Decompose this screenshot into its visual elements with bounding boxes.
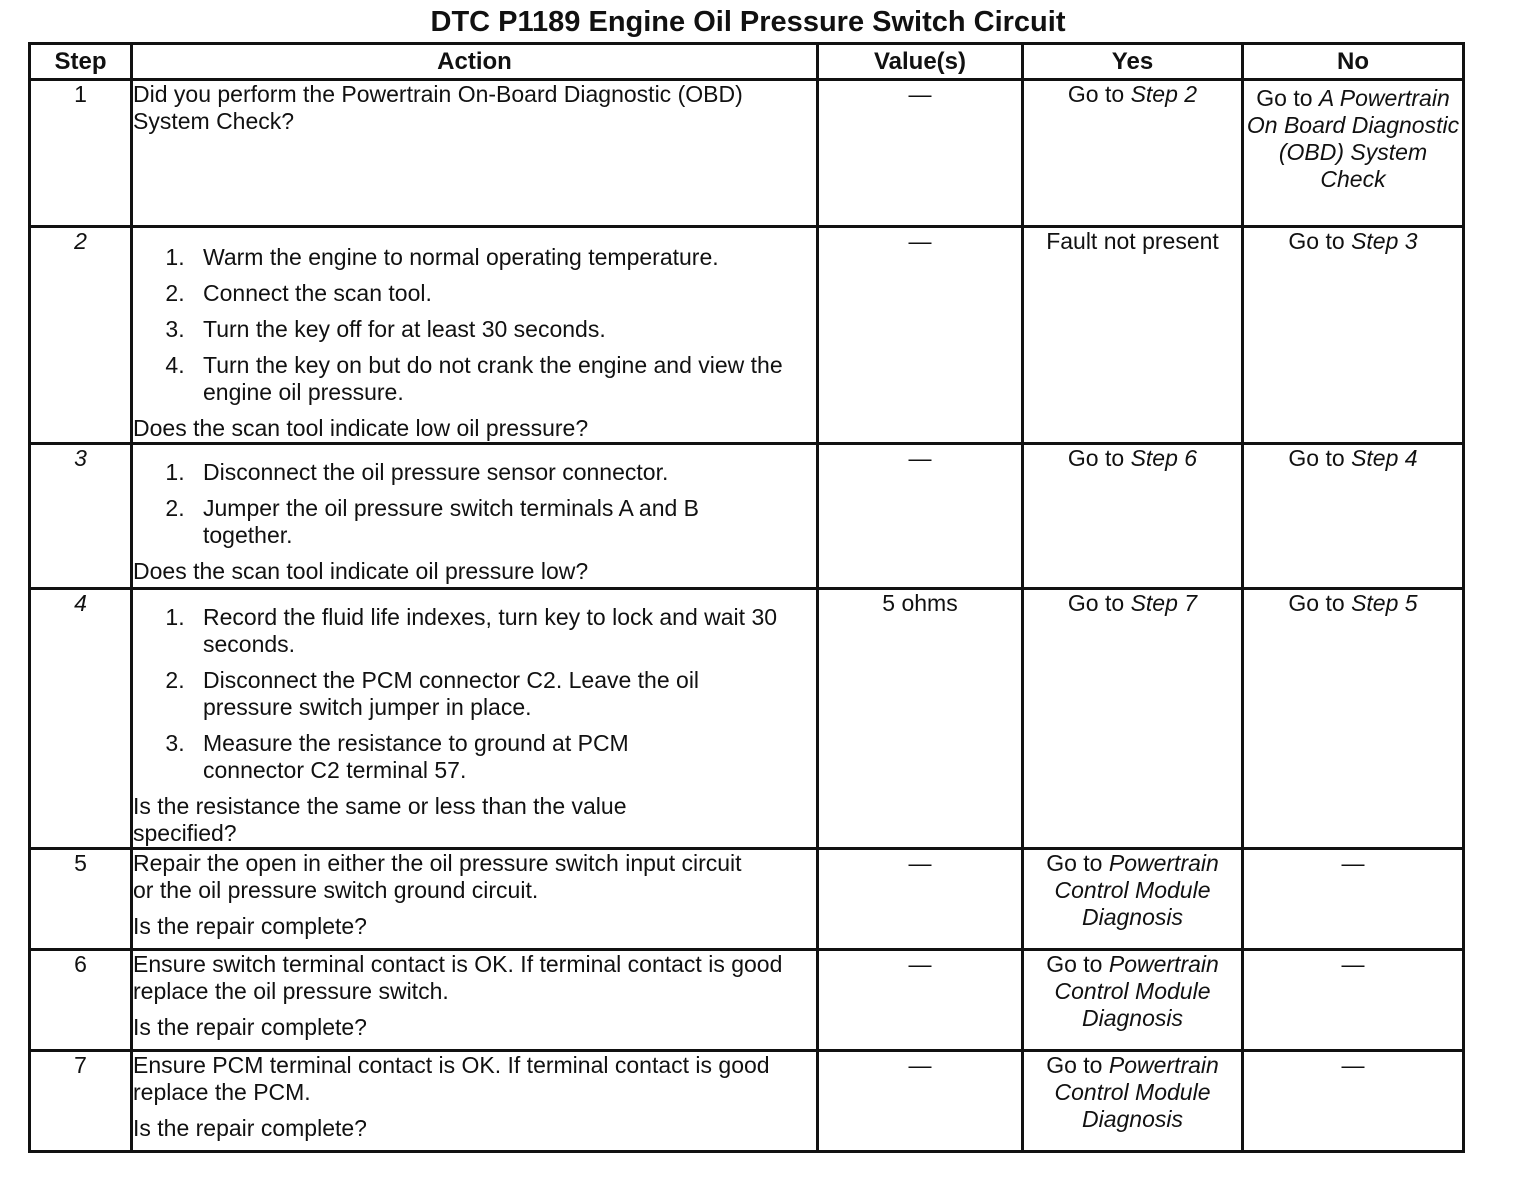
- action-text: Ensure switch terminal contact is OK. If terminal contact is good replace the oil pressure switch.: [133, 951, 783, 1004]
- table-header-row: [30, 44, 1464, 80]
- action-item: 1. Disconnect the oil pressure sensor connector.: [191, 459, 816, 486]
- step-number: 5: [30, 849, 132, 950]
- yes-cell[interactable]: [1023, 1051, 1243, 1152]
- header-yes: Yes: [1023, 44, 1243, 80]
- action-question: Does the scan tool indicate oil pressure low?: [133, 558, 589, 584]
- value-cell: —: [818, 849, 1023, 950]
- yes-cell: [1023, 227, 1243, 444]
- step-number: 6: [30, 950, 132, 1051]
- action-item: 2. Disconnect the PCM connector C2. Leave the oil pressure switch jumper in place.: [191, 667, 816, 721]
- value-cell: —: [818, 950, 1023, 1051]
- action-text: Repair the open in either the oil pressure switch input circuit or the oil pressure switch ground circuit.: [133, 850, 742, 903]
- table-row: [30, 589, 1464, 849]
- action-cell: [132, 849, 818, 950]
- table-row: [30, 227, 1464, 444]
- action-question: Is the resistance the same or less than the value specified?: [133, 793, 627, 846]
- action-cell: [132, 80, 818, 227]
- diagnostic-table: [28, 42, 1465, 1153]
- yes-prefix: Go to: [1067, 445, 1131, 471]
- no-cell[interactable]: [1243, 80, 1464, 227]
- table-row: [30, 1051, 1464, 1152]
- yes-cell[interactable]: [1023, 589, 1243, 849]
- action-question: Is the repair complete?: [133, 1014, 367, 1040]
- yes-prefix: Go to: [1046, 951, 1109, 977]
- action-question: Is the repair complete?: [133, 1115, 367, 1141]
- step-number: 1: [30, 80, 132, 227]
- no-link[interactable]: Step 3: [1351, 228, 1418, 254]
- action-list: [133, 459, 816, 549]
- action-cell: [132, 1051, 818, 1152]
- action-question: Does the scan tool indicate low oil pressure?: [133, 415, 589, 441]
- value-cell: 5 ohms: [818, 589, 1023, 849]
- yes-link[interactable]: Step 2: [1130, 81, 1198, 107]
- table-row: [30, 849, 1464, 950]
- yes-link[interactable]: Step 7: [1130, 590, 1198, 616]
- action-text: Did you perform the Powertrain On-Board Diagnostic (OBD) System Check?: [133, 81, 743, 134]
- no-cell[interactable]: [1243, 227, 1464, 444]
- action-question: Is the repair complete?: [133, 913, 367, 939]
- step-number: 3: [30, 444, 132, 589]
- action-list: [133, 244, 816, 406]
- page-title: DTC P1189 Engine Oil Pressure Switch Circuit: [430, 6, 1066, 38]
- action-item: 1. Warm the engine to normal operating temperature.: [191, 244, 816, 271]
- no-prefix: Go to: [1288, 228, 1352, 254]
- step-number: 2: [30, 227, 132, 444]
- action-item: 1. Record the fluid life indexes, turn key to lock and wait 30 seconds.: [191, 604, 816, 658]
- step-number: 4: [30, 589, 132, 849]
- action-item: 3. Measure the resistance to ground at PCM connector C2 terminal 57.: [191, 730, 816, 784]
- value-cell: —: [818, 444, 1023, 589]
- yes-prefix: Go to: [1067, 590, 1131, 616]
- value-cell: —: [818, 80, 1023, 227]
- no-cell: —: [1243, 950, 1464, 1051]
- yes-cell[interactable]: [1023, 80, 1243, 227]
- value-cell: —: [818, 227, 1023, 444]
- action-cell: [132, 444, 818, 589]
- action-item: 3. Turn the key off for at least 30 seconds.: [191, 316, 816, 343]
- no-cell: —: [1243, 1051, 1464, 1152]
- yes-link[interactable]: Powertrain Control Module Diagnosis: [1054, 850, 1219, 930]
- table-row: [30, 80, 1464, 227]
- yes-cell[interactable]: [1023, 444, 1243, 589]
- header-no: No: [1243, 44, 1464, 80]
- no-prefix: Go to: [1256, 85, 1319, 111]
- yes-cell[interactable]: [1023, 950, 1243, 1051]
- no-link[interactable]: Step 5: [1351, 590, 1418, 616]
- action-cell: [132, 589, 818, 849]
- no-cell[interactable]: [1243, 589, 1464, 849]
- action-list: [133, 604, 816, 784]
- header-values: Value(s): [818, 44, 1023, 80]
- yes-link[interactable]: Powertrain Control Module Diagnosis: [1054, 951, 1219, 1031]
- no-link[interactable]: A Powertrain On Board Diagnostic (OBD) System Check: [1246, 85, 1460, 192]
- table-row: [30, 950, 1464, 1051]
- value-cell: —: [818, 1051, 1023, 1152]
- yes-text: Fault not present: [1046, 228, 1219, 254]
- no-cell[interactable]: [1243, 444, 1464, 589]
- header-action: Action: [132, 44, 818, 80]
- action-item: 2. Jumper the oil pressure switch terminals A and B together.: [191, 495, 816, 549]
- yes-prefix: Go to: [1046, 850, 1109, 876]
- action-item: 2. Connect the scan tool.: [191, 280, 816, 307]
- step-number: 7: [30, 1051, 132, 1152]
- yes-link[interactable]: Powertrain Control Module Diagnosis: [1054, 1052, 1219, 1132]
- yes-prefix: Go to: [1046, 1052, 1109, 1078]
- no-link[interactable]: Step 4: [1351, 445, 1418, 471]
- yes-cell[interactable]: [1023, 849, 1243, 950]
- yes-link[interactable]: Step 6: [1130, 445, 1198, 471]
- action-cell: [132, 227, 818, 444]
- no-prefix: Go to: [1288, 590, 1352, 616]
- no-prefix: Go to: [1288, 445, 1352, 471]
- action-item: 4. Turn the key on but do not crank the engine and view the engine oil pressure.: [191, 352, 816, 406]
- header-step: Step: [30, 44, 132, 80]
- action-cell: [132, 950, 818, 1051]
- action-text: Ensure PCM terminal contact is OK. If terminal contact is good replace the PCM.: [133, 1052, 770, 1105]
- table-row: [30, 444, 1464, 589]
- no-cell: —: [1243, 849, 1464, 950]
- yes-prefix: Go to: [1067, 81, 1131, 107]
